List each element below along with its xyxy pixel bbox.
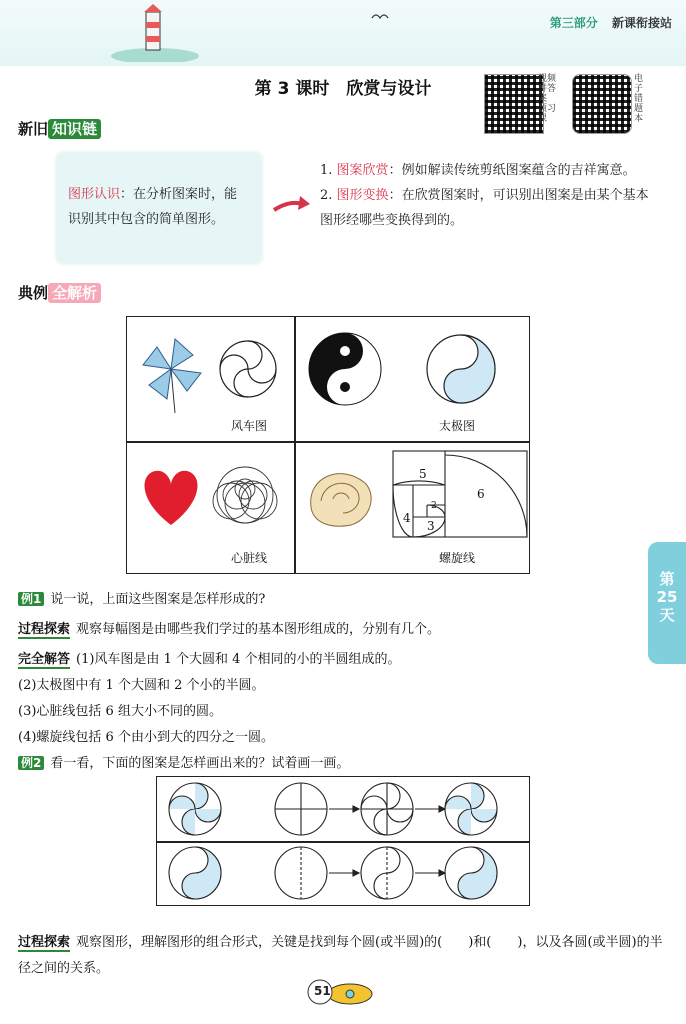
spiral-num-6: 6 (477, 487, 485, 501)
example-section-tag: 典例 全解析 (18, 282, 101, 303)
spiral-figure (301, 445, 529, 545)
ex1-answer-line (18, 648, 401, 667)
ex1-question-line (18, 588, 265, 607)
header-band (0, 0, 686, 66)
ex1-answer-2: (2)太极图中有 1 个大圆和 2 个小的半圆。 (18, 678, 265, 693)
qr-code-errorbook[interactable] (572, 74, 632, 134)
day-tab[interactable]: 第 25 天 (648, 542, 686, 664)
term-graph-recognition-text: ：在分析图案时，能识别其中包含的简单图形。 (68, 187, 238, 227)
ex1-answer-3: (3)心脏线包括 6 组大小不同的圆。 (18, 704, 222, 719)
windmill-figure (133, 327, 283, 417)
spiral-num-4: 4 (403, 511, 411, 525)
ex2-explore-line (18, 930, 668, 982)
ex2-question: 看一看，下面的图案是怎样画出来的？试着画一画。 (50, 756, 350, 771)
spiral-num-3: 3 (427, 519, 435, 533)
caption-heart: 心脏线 (231, 551, 268, 565)
qr-code-video[interactable] (484, 74, 544, 134)
knowledge-item-1: 1. 图案欣赏：例如解读传统剪纸图案蕴含的吉祥寓意。 (320, 163, 636, 178)
ex2-explore-tag: 过程探索 (18, 935, 71, 950)
page-number: 51 (314, 984, 331, 998)
ex1-explore-text: 观察每幅图是由哪些我们学过的基本图形组成的，分别有几个。 (76, 622, 441, 637)
knowledge-chain-tag: 新旧 知识链 (18, 118, 101, 139)
qr-label-errorbook: 电子错题本 (634, 74, 644, 124)
bird-icon (370, 10, 400, 24)
ex2-explore-text: 观察图形，理解图形的组合形式，关键是找到每个圆(或半圆)的( )和( )，以及各圆(或半圆)的半径之间的关系。 (18, 935, 663, 976)
ex1-answer-4: (4)螺旋线包括 6 个由小到大的四分之一圆。 (18, 730, 274, 745)
ex1-tag: 例1 (18, 592, 44, 606)
lighthouse-icon (110, 2, 200, 62)
ex1-answer-1: (1)风车图是由 1 个大圆和 4 个相同的小的半圆组成的。 (76, 652, 401, 667)
ex2-question-line (18, 752, 349, 771)
caption-spiral: 螺旋线 (439, 551, 476, 565)
header-part: 第三部分 (549, 16, 598, 30)
qr-label-video: 视频讲答案 预习课 (538, 74, 557, 124)
header-section: 新课衔接站 (611, 16, 672, 30)
arrow-icon (272, 192, 312, 216)
heart-figure (133, 451, 283, 541)
ex2-tag: 例2 (18, 756, 44, 770)
ex1-question: 说一说，上面这些图案是怎样形成的? (50, 592, 266, 607)
page-title: 第 3 课时 欣赏与设计 (254, 79, 432, 99)
knowledge-card (56, 152, 262, 264)
caption-windmill: 风车图 (231, 419, 268, 433)
knowledge-list (320, 158, 650, 233)
term-graph-recognition: 图形认识 (68, 187, 121, 202)
ex2-figure-table (156, 776, 530, 906)
ex1-explore-line (18, 618, 440, 637)
ex2-drawing-steps (157, 777, 529, 905)
spiral-num-5: 5 (419, 467, 427, 481)
ex1-answer-tag: 完全解答 (18, 652, 71, 667)
knowledge-item-2: 2. 图形变换：在欣赏图案时，可识别出图案是由某个基本图形经哪些变换得到的。 (320, 188, 649, 228)
taiji-figure (303, 325, 523, 415)
caption-taiji: 太极图 (439, 419, 476, 433)
header-tag (550, 14, 672, 31)
ex1-explore-tag: 过程探索 (18, 622, 71, 637)
spiral-num-2: 2 (431, 501, 437, 511)
figure-table (126, 316, 530, 574)
